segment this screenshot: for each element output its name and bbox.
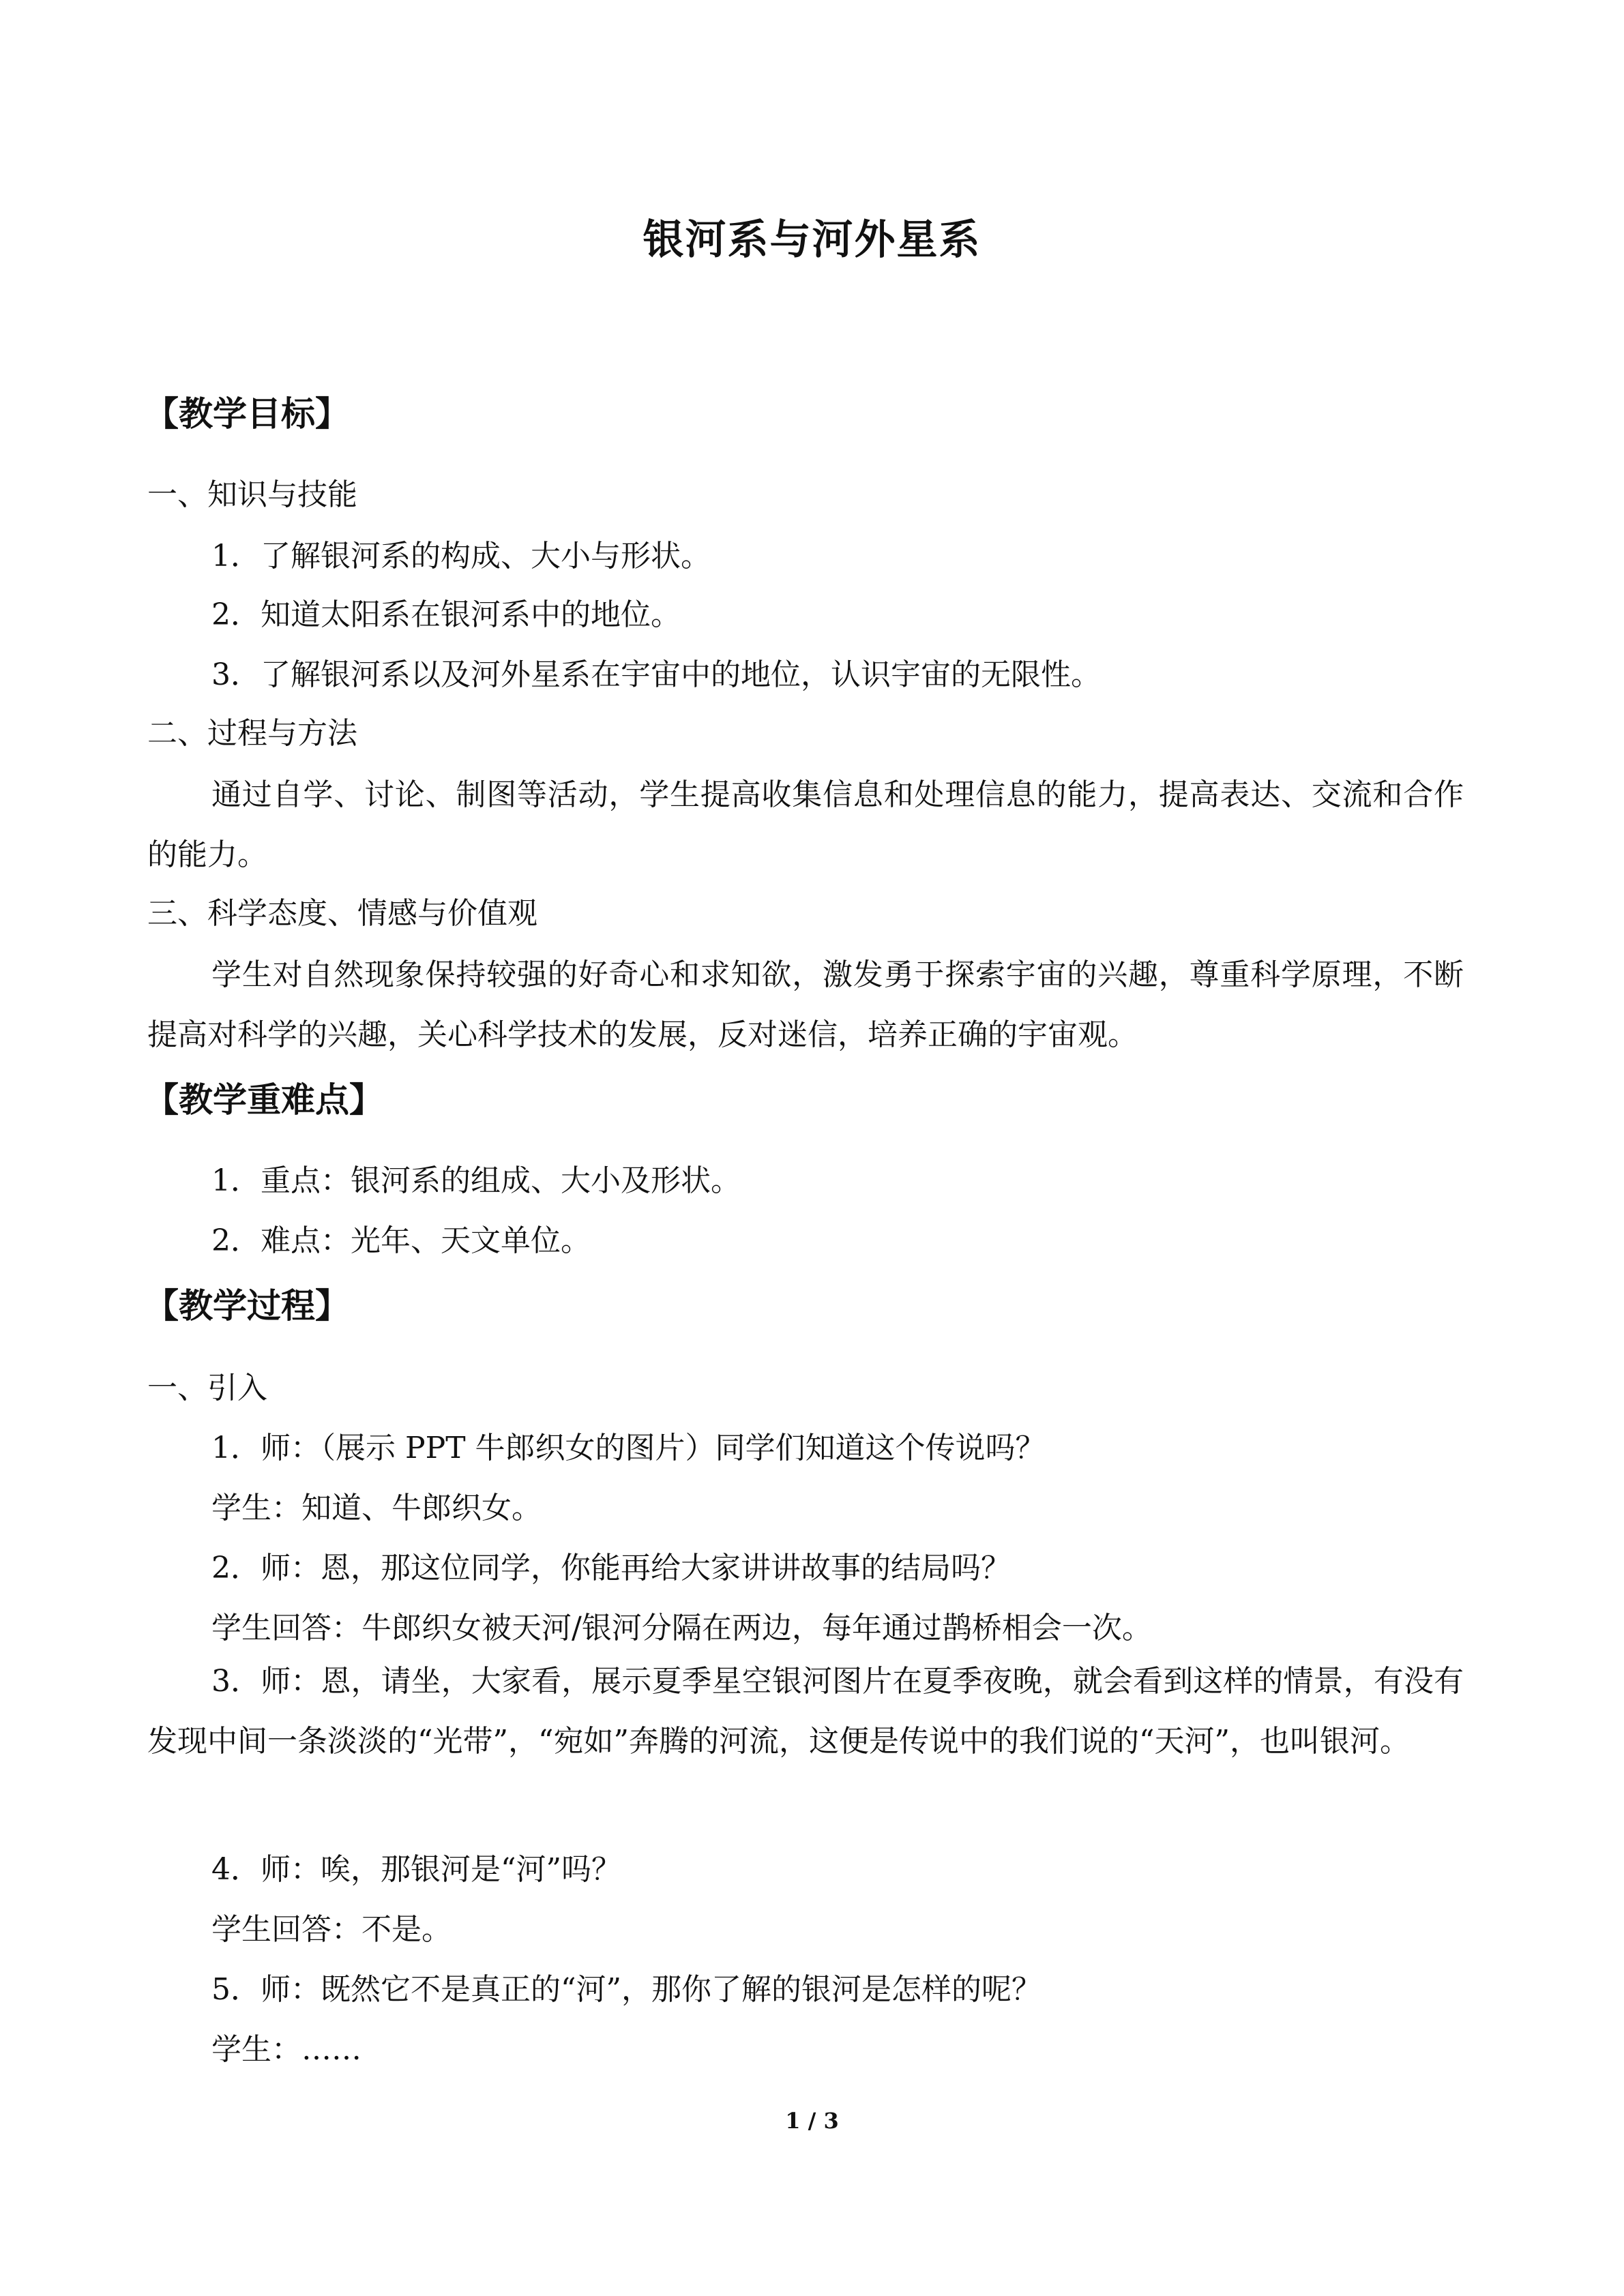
list-item: 2．难点：光年、天文单位。 (211, 1223, 591, 1258)
dialogue-line: 1．师：（展示 PPT 牛郎织女的图片）同学们知道这个传说吗？ (211, 1431, 1046, 1465)
list-item: 1．重点：银河系的组成、大小及形状。 (211, 1163, 741, 1198)
section-heading-objectives: 【教学目标】 (145, 394, 349, 434)
dialogue-line: 学生：知道、牛郎织女。 (211, 1491, 542, 1525)
section-heading-procedure: 【教学过程】 (145, 1286, 349, 1326)
paragraph-process: 通过自学、讨论、制图等活动，学生提高收集信息和处理信息的能力，提高表达、交流和合作的能力。 (147, 777, 1464, 872)
dialogue-line: 学生回答：不是。 (211, 1912, 452, 1947)
page-number: 1 / 3 (785, 2108, 839, 2134)
paragraph-attitude: 学生对自然现象保持较强的好奇心和求知欲，激发勇于探索宇宙的兴趣，尊重科学原理，不断提高对科学的兴趣，关心科学技术的发展，反对迷信，培养正确的宇宙观。 (147, 957, 1464, 1052)
list-item: 2．知道太阳系在银河系中的地位。 (211, 597, 681, 632)
section-heading-key-points: 【教学重难点】 (145, 1080, 383, 1120)
dialogue-line: 2．师：恩，那这位同学，你能再给大家讲讲故事的结局吗？ (211, 1551, 1011, 1585)
subheading-intro: 一、引入 (147, 1371, 267, 1405)
subheading-knowledge: 一、知识与技能 (147, 477, 357, 512)
document-title: 银河系与河外星系 (643, 216, 981, 264)
dialogue-line: 学生：…… (211, 2032, 361, 2067)
paragraph-intro-3: 3．师：恩，请坐，大家看，展示夏季星空银河图片在夏季夜晚，就会看到这样的情景，有没有发现中间一条淡淡的“光带”，“宛如”奔腾的河流，这便是传说中的我们说的“天河”，也叫银河。 (147, 1664, 1464, 1759)
subheading-attitude: 三、科学态度、情感与价值观 (147, 896, 537, 931)
subheading-process: 二、过程与方法 (147, 716, 357, 751)
dialogue-line: 学生回答：牛郎织女被天河/银河分隔在两边，每年通过鹊桥相会一次。 (211, 1611, 1152, 1645)
dialogue-line: 5．师：既然它不是真正的“河”，那你了解的银河是怎样的呢？ (211, 1972, 1042, 2007)
list-item: 3．了解银河系以及河外星系在宇宙中的地位，认识宇宙的无限性。 (211, 657, 1101, 692)
list-item: 1．了解银河系的构成、大小与形状。 (211, 539, 711, 573)
dialogue-line: 4．师：唉，那银河是“河”吗？ (211, 1852, 621, 1887)
